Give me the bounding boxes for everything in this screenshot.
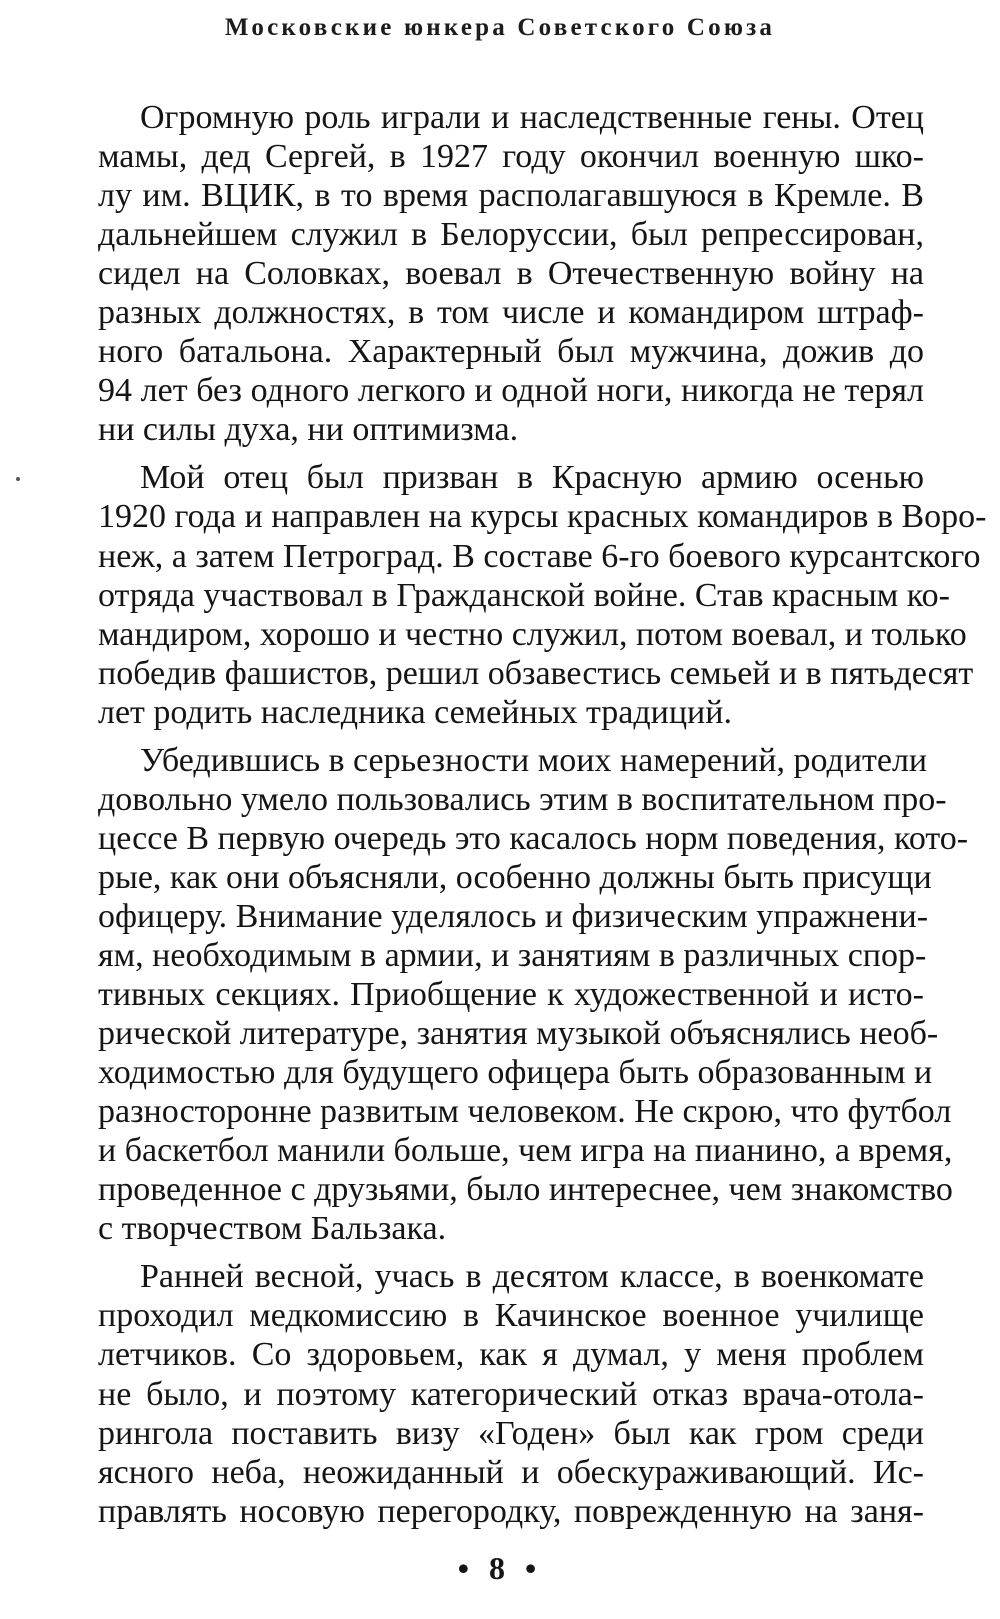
- text-line: разных должностях, в том числе и командиром штраф-: [98, 294, 924, 332]
- text-line: Мой отец был призван в Красную армию осенью: [140, 459, 924, 497]
- text-line: проведенное с друзьями, было интереснее, чем знакомство: [98, 1171, 953, 1209]
- text-line: неж, а затем Петроград. В составе 6-го боевого курсантского: [98, 537, 981, 575]
- text-line: офицеру. Внимание уделялось и физическим упражнени-: [98, 897, 929, 935]
- text-line: лет родить наследника семейных традиций.: [98, 693, 732, 731]
- text-line: летчиков. Со здоровьем, как я думал, у меня проблем: [98, 1336, 924, 1374]
- text-line: ходимостью для будущего офицера быть образованным и: [98, 1054, 933, 1092]
- text-line: Убедившись в серьезности моих намерений, родители: [140, 741, 928, 779]
- text-line: дальнейшем служил в Белоруссии, был репрессирован,: [98, 216, 924, 254]
- paragraph: [98, 1257, 924, 1530]
- text-line: 94 лет без одного легкого и одной ноги, никогда не терял: [98, 372, 924, 410]
- text-line: тивных секциях. Приобщение к художественной и исто-: [98, 976, 924, 1014]
- text-line: правлять носовую перегородку, поврежденную на заня-: [98, 1492, 924, 1530]
- text-line: рингола поставить визу «Годен» был как гром среди: [98, 1414, 924, 1452]
- text-line: и баскетбол манили больше, чем игра на пианино, а время,: [98, 1132, 953, 1170]
- running-head: Московские юнкера Советского Союза: [224, 14, 776, 41]
- text-line: ни силы духа, ни оптимизма.: [98, 411, 519, 449]
- text-line: не было, и поэтому категорический отказ врача-отола-: [98, 1375, 924, 1413]
- text-line: ного батальона. Характерный был мужчина, дожив до: [98, 333, 924, 371]
- text-line: 1920 года и направлен на курсы красных командиров в Воро-: [98, 498, 987, 536]
- text-line: проходил медкомиссию в Качинское военное училище: [98, 1297, 924, 1335]
- text-line: разносторонне развитым человеком. Не скрою, что футбол: [98, 1093, 952, 1131]
- body-text: [98, 98, 987, 1531]
- paragraph: [98, 458, 987, 731]
- text-line: отряда участвовал в Гражданской войне. Став красным ко-: [98, 576, 950, 614]
- text-line: сидел на Соловках, воевал в Отечественную войну на: [98, 255, 924, 293]
- text-line: довольно умело пользовались этим в воспитательном про-: [98, 780, 947, 818]
- text-line: Огромную роль играли и наследственные гены. Отец: [140, 99, 924, 136]
- margin-speck: [16, 477, 20, 481]
- text-line: лу им. ВЦИК, в то время располагавшуюся в Кремле. В: [98, 177, 924, 215]
- paragraph: [98, 741, 969, 1249]
- page-number: • 8 •: [457, 1550, 543, 1586]
- text-line: мамы, дед Сергей, в 1927 году окончил военную шко-: [98, 138, 924, 176]
- text-line: рической литературе, занятия музыкой объяснялись необ-: [98, 1015, 939, 1053]
- text-line: победив фашистов, решил обзавестись семьей и в пятьдесят: [98, 654, 974, 692]
- text-line: ям, необходимым в армии, и занятиям в различных спор-: [98, 936, 927, 974]
- text-line: ясного неба, неожиданный и обескураживающий. Ис-: [98, 1453, 924, 1491]
- text-line: Ранней весной, учась в десятом классе, в военкомате: [140, 1258, 924, 1296]
- text-line: цессе В первую очередь это касалось норм поведения, кото-: [98, 819, 969, 857]
- paragraph: [98, 98, 924, 449]
- text-line: мандиром, хорошо и честно служил, потом воевал, и только: [98, 615, 967, 653]
- text-line: с творчеством Бальзака.: [98, 1210, 447, 1248]
- text-line: рые, как они объясняли, особенно должны быть присущи: [98, 858, 932, 896]
